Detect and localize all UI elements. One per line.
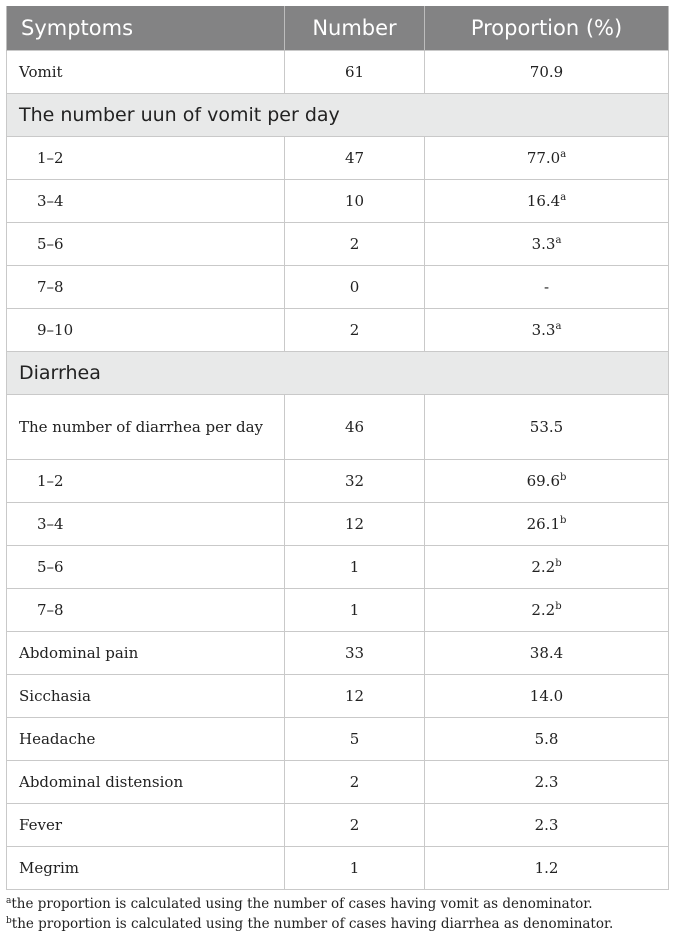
proportion-cell xyxy=(425,503,669,546)
proportion-value: 3.3 xyxy=(531,321,556,339)
proportion-cell xyxy=(425,223,669,266)
symptom-cell: 7–8 xyxy=(7,589,285,632)
number-cell: 1 xyxy=(285,589,425,632)
footnote-marker: b xyxy=(555,558,562,569)
section-row xyxy=(7,94,669,137)
proportion-value: 16.4 xyxy=(526,192,561,210)
proportion-value: 2.2 xyxy=(531,601,556,619)
proportion-value: 2.3 xyxy=(534,816,559,834)
symptom-cell: 5–6 xyxy=(7,546,285,589)
proportion-value: - xyxy=(543,278,550,296)
table-row xyxy=(7,589,669,632)
table-row xyxy=(7,223,669,266)
footnote-marker: a xyxy=(555,321,562,332)
table-row xyxy=(7,395,669,460)
proportion-cell xyxy=(425,761,669,804)
footnote xyxy=(6,894,668,914)
section-title: The number uun of vomit per day xyxy=(7,94,669,137)
number-cell: 2 xyxy=(285,223,425,266)
symptoms-table xyxy=(6,6,669,890)
proportion-value: 14.0 xyxy=(529,687,564,705)
proportion-value: 2.2 xyxy=(531,558,556,576)
symptom-cell: Abdominal distension xyxy=(7,761,285,804)
proportion-value: 26.1 xyxy=(526,515,560,533)
number-cell: 32 xyxy=(285,460,425,503)
symptom-cell: 5–6 xyxy=(7,223,285,266)
table-row xyxy=(7,460,669,503)
symptom-cell: 9–10 xyxy=(7,309,285,352)
proportion-cell xyxy=(425,847,669,890)
proportion-value: 3.3 xyxy=(531,235,556,253)
number-cell: 0 xyxy=(285,266,425,309)
proportion-value: 53.5 xyxy=(529,417,564,436)
number-cell: 1 xyxy=(285,847,425,890)
table-row xyxy=(7,309,669,352)
proportion-cell xyxy=(425,137,669,180)
number-cell: 12 xyxy=(285,503,425,546)
footnote-marker: b xyxy=(560,472,567,483)
header-row xyxy=(7,6,669,51)
number-cell: 1 xyxy=(285,546,425,589)
symptom-cell: Headache xyxy=(7,718,285,761)
symptom-cell: Vomit xyxy=(7,51,285,94)
symptom-cell: 3–4 xyxy=(7,180,285,223)
footnote-mark: a xyxy=(6,896,12,906)
proportion-value: 38.4 xyxy=(529,644,564,662)
symptom-cell: 1–2 xyxy=(7,460,285,503)
number-cell: 2 xyxy=(285,804,425,847)
proportion-value: 77.0 xyxy=(526,149,561,167)
header-proportion: Proportion (%) xyxy=(425,6,669,51)
symptom-cell: Abdominal pain xyxy=(7,632,285,675)
header-number: Number xyxy=(285,6,425,51)
footnotes xyxy=(6,894,668,934)
number-cell: 10 xyxy=(285,180,425,223)
proportion-cell xyxy=(425,309,669,352)
table-row xyxy=(7,503,669,546)
footnote-marker: a xyxy=(555,235,562,246)
header-symptoms: Symptoms xyxy=(7,6,285,51)
number-cell: 2 xyxy=(285,309,425,352)
proportion-value: 5.8 xyxy=(534,730,559,748)
table-row xyxy=(7,266,669,309)
proportion-cell xyxy=(425,589,669,632)
proportion-cell xyxy=(425,632,669,675)
proportion-cell xyxy=(425,675,669,718)
section-title: Diarrhea xyxy=(7,352,669,395)
footnote-marker: a xyxy=(560,149,567,160)
table-row xyxy=(7,847,669,890)
symptom-cell: 1–2 xyxy=(7,137,285,180)
number-cell: 2 xyxy=(285,761,425,804)
footnote xyxy=(6,914,668,934)
number-cell: 5 xyxy=(285,718,425,761)
proportion-cell xyxy=(425,546,669,589)
table-row xyxy=(7,137,669,180)
footnote-marker: b xyxy=(560,515,567,526)
table-row xyxy=(7,761,669,804)
table-row xyxy=(7,51,669,94)
number-cell: 46 xyxy=(285,395,425,460)
table-row xyxy=(7,180,669,223)
footnote-marker: a xyxy=(560,192,567,203)
proportion-value: 69.6 xyxy=(526,472,560,490)
proportion-cell xyxy=(425,180,669,223)
proportion-value: 2.3 xyxy=(534,773,559,791)
number-cell: 33 xyxy=(285,632,425,675)
symptoms-table-container xyxy=(6,6,668,934)
table-row xyxy=(7,718,669,761)
number-cell: 47 xyxy=(285,137,425,180)
proportion-cell xyxy=(425,460,669,503)
table-row xyxy=(7,804,669,847)
table-row xyxy=(7,546,669,589)
proportion-value: 70.9 xyxy=(529,63,564,81)
proportion-value: 1.2 xyxy=(534,859,559,877)
symptom-cell: The number of diarrhea per day xyxy=(7,395,285,460)
table-row xyxy=(7,632,669,675)
symptom-cell: 3–4 xyxy=(7,503,285,546)
proportion-cell xyxy=(425,51,669,94)
proportion-cell xyxy=(425,718,669,761)
symptom-cell: Fever xyxy=(7,804,285,847)
footnote-text: the proportion is calculated using the number of cases having vomit as denominator. xyxy=(11,896,593,912)
table-row xyxy=(7,675,669,718)
symptom-cell: Megrim xyxy=(7,847,285,890)
proportion-cell xyxy=(425,395,669,460)
footnote-marker: b xyxy=(555,601,562,612)
footnote-mark: b xyxy=(6,916,12,926)
footnote-text: the proportion is calculated using the number of cases having diarrhea as denominator. xyxy=(11,916,614,932)
number-cell: 61 xyxy=(285,51,425,94)
proportion-cell xyxy=(425,804,669,847)
section-row xyxy=(7,352,669,395)
symptom-cell: Sicchasia xyxy=(7,675,285,718)
proportion-cell xyxy=(425,266,669,309)
number-cell: 12 xyxy=(285,675,425,718)
symptom-cell: 7–8 xyxy=(7,266,285,309)
